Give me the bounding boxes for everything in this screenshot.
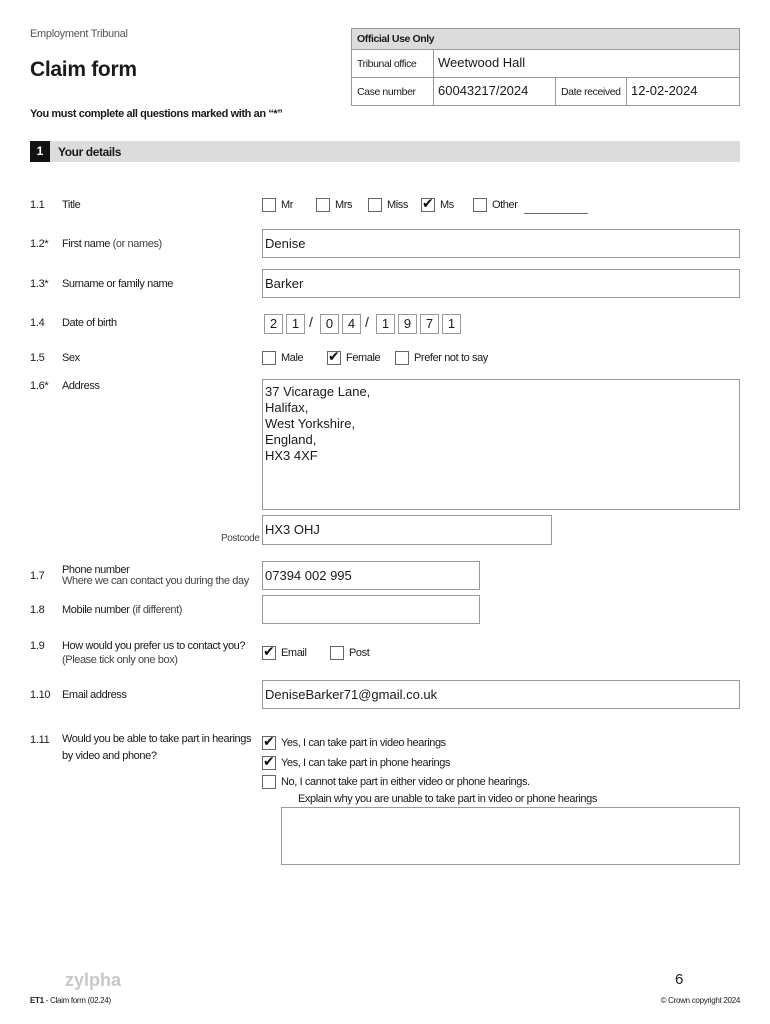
checkbox[interactable] (330, 646, 344, 660)
option-label: No, I cannot take part in either video or phone hearings. (281, 776, 530, 788)
option-label: Male (281, 352, 304, 364)
option-label: Mr (281, 199, 294, 211)
checkbox[interactable] (327, 351, 341, 365)
phone-sublabel: Where we can contact you during the day (62, 575, 249, 587)
first-name-field[interactable]: Denise (262, 229, 740, 258)
form-name: - Claim form (02.24) (43, 996, 111, 1005)
hearings-label (62, 731, 251, 765)
sex-option-prefer-not-to-say[interactable] (395, 351, 488, 365)
title-option-mr[interactable] (262, 198, 293, 212)
phone-label-text: Phone number (62, 564, 130, 576)
section-number: 1 (30, 141, 50, 162)
checkbox[interactable] (316, 198, 330, 212)
checkbox[interactable] (473, 198, 487, 212)
question-number: 1.3* (30, 278, 49, 290)
option-label: Post (349, 647, 370, 659)
title-option-miss[interactable] (368, 198, 408, 212)
sex-option-female[interactable] (327, 351, 380, 365)
postcode-label: Postcode (221, 533, 260, 544)
option-label: Other (492, 199, 518, 211)
dob-year-digit-1[interactable]: 1 (376, 314, 395, 334)
hearing-option-phone[interactable] (262, 756, 450, 770)
hearings-label-line-2: by video and phone? (62, 750, 157, 762)
option-label: Ms (440, 199, 454, 211)
copyright: © Crown copyright 2024 (660, 996, 740, 1005)
case-number-row (352, 78, 739, 106)
checkbox[interactable] (262, 198, 276, 212)
option-label: Miss (387, 199, 409, 211)
page-title: Claim form (30, 58, 137, 81)
question-number: 1.10 (30, 689, 51, 701)
title-option-ms[interactable] (421, 198, 454, 212)
option-label: Yes, I can take part in video hearings (281, 737, 446, 749)
first-name-label (62, 237, 162, 251)
email-label: Email address (62, 689, 127, 701)
contact-preference-sublabel: (Please tick only one box) (62, 654, 178, 666)
date-received-value: 12-02-2024 (631, 83, 698, 98)
section-header (30, 141, 740, 162)
option-label: Female (346, 352, 381, 364)
date-separator: / (309, 314, 313, 330)
date-of-birth-label: Date of birth (62, 317, 117, 329)
section-title: Your details (58, 145, 121, 159)
form-code (30, 996, 111, 1005)
postcode-field[interactable]: HX3 OHJ (262, 515, 552, 545)
address-field[interactable]: 37 Vicarage Lane, Halifax, West Yorkshire, England, HX3 4XF (262, 379, 740, 510)
organisation-name: Employment Tribunal (30, 28, 128, 40)
first-name-sublabel: (or names) (112, 238, 162, 250)
sex-option-male[interactable] (262, 351, 303, 365)
checkbox[interactable] (262, 775, 276, 789)
date-separator: / (365, 314, 369, 330)
title-label: Title (62, 199, 81, 211)
tribunal-office-value: Weetwood Hall (438, 55, 526, 70)
question-number: 1.2* (30, 238, 49, 250)
checkbox[interactable] (262, 351, 276, 365)
phone-number-field[interactable]: 07394 002 995 (262, 561, 480, 590)
question-number: 1.4 (30, 317, 45, 329)
official-use-heading: Official Use Only (352, 29, 739, 50)
option-label: Mrs (335, 199, 353, 211)
contact-option-email[interactable] (262, 646, 307, 660)
form-code-bold: ET1 (30, 996, 44, 1005)
hearing-option-video[interactable] (262, 736, 446, 750)
dob-month-digit-1[interactable]: 0 (320, 314, 339, 334)
watermark-logo: zylpha (65, 970, 122, 990)
checkbox[interactable] (262, 756, 276, 770)
dob-year-digit-2[interactable]: 9 (398, 314, 417, 334)
question-number: 1.1 (30, 199, 45, 211)
phone-label (62, 563, 249, 588)
mobile-number-field[interactable] (262, 595, 480, 624)
dob-day-digit-2[interactable]: 1 (286, 314, 305, 334)
contact-preference-label-text: How would you prefer us to contact you? (62, 640, 246, 652)
explain-label: Explain why you are unable to take part in video or phone hearings (298, 793, 597, 805)
mandatory-instruction: You must complete all questions marked with an “*” (30, 108, 283, 120)
mobile-label-text: Mobile number (62, 604, 130, 616)
option-label: Prefer not to say (414, 352, 488, 364)
contact-option-post[interactable] (330, 646, 369, 660)
surname-field[interactable]: Barker (262, 269, 740, 298)
first-name-label-text: First name (62, 238, 110, 250)
hearing-option-neither[interactable] (262, 775, 530, 789)
hearings-label-line-1: Would you be able to take part in hearings (62, 733, 252, 745)
explain-field[interactable] (281, 807, 740, 865)
title-option-other[interactable] (473, 198, 518, 212)
page-number: 6 (675, 971, 684, 988)
option-label: Email (281, 647, 307, 659)
email-field[interactable]: DeniseBarker71@gmail.co.uk (262, 680, 740, 709)
sex-label: Sex (62, 352, 80, 364)
question-number: 1.7 (30, 570, 45, 582)
official-use-box (351, 28, 740, 106)
checkbox[interactable] (368, 198, 382, 212)
dob-month-digit-2[interactable]: 4 (342, 314, 361, 334)
dob-day-digit-1[interactable]: 2 (264, 314, 283, 334)
surname-label: Surname or family name (62, 278, 174, 290)
option-label: Yes, I can take part in phone hearings (281, 757, 451, 769)
question-number: 1.6* (30, 380, 49, 392)
case-number-label: Case number (352, 78, 434, 106)
checkbox[interactable] (421, 198, 435, 212)
tribunal-office-label: Tribunal office (352, 50, 434, 77)
question-number: 1.9 (30, 640, 45, 652)
question-number: 1.8 (30, 604, 45, 616)
mobile-label (62, 603, 182, 617)
question-number: 1.5 (30, 352, 45, 364)
address-label: Address (62, 380, 100, 392)
mobile-sublabel: (if different) (132, 604, 183, 616)
other-title-input[interactable] (524, 213, 588, 214)
dob-year-digit-3[interactable]: 7 (420, 314, 439, 334)
contact-preference-label (62, 639, 245, 667)
checkbox[interactable] (262, 736, 276, 750)
date-received-label: Date received (556, 78, 627, 106)
dob-year-digit-4[interactable]: 1 (442, 314, 461, 334)
question-number: 1.11 (30, 734, 50, 746)
checkbox[interactable] (395, 351, 409, 365)
title-option-mrs[interactable] (316, 198, 352, 212)
tribunal-office-row (352, 50, 739, 78)
checkbox[interactable] (262, 646, 276, 660)
case-number-value: 60043217/2024 (434, 78, 556, 106)
